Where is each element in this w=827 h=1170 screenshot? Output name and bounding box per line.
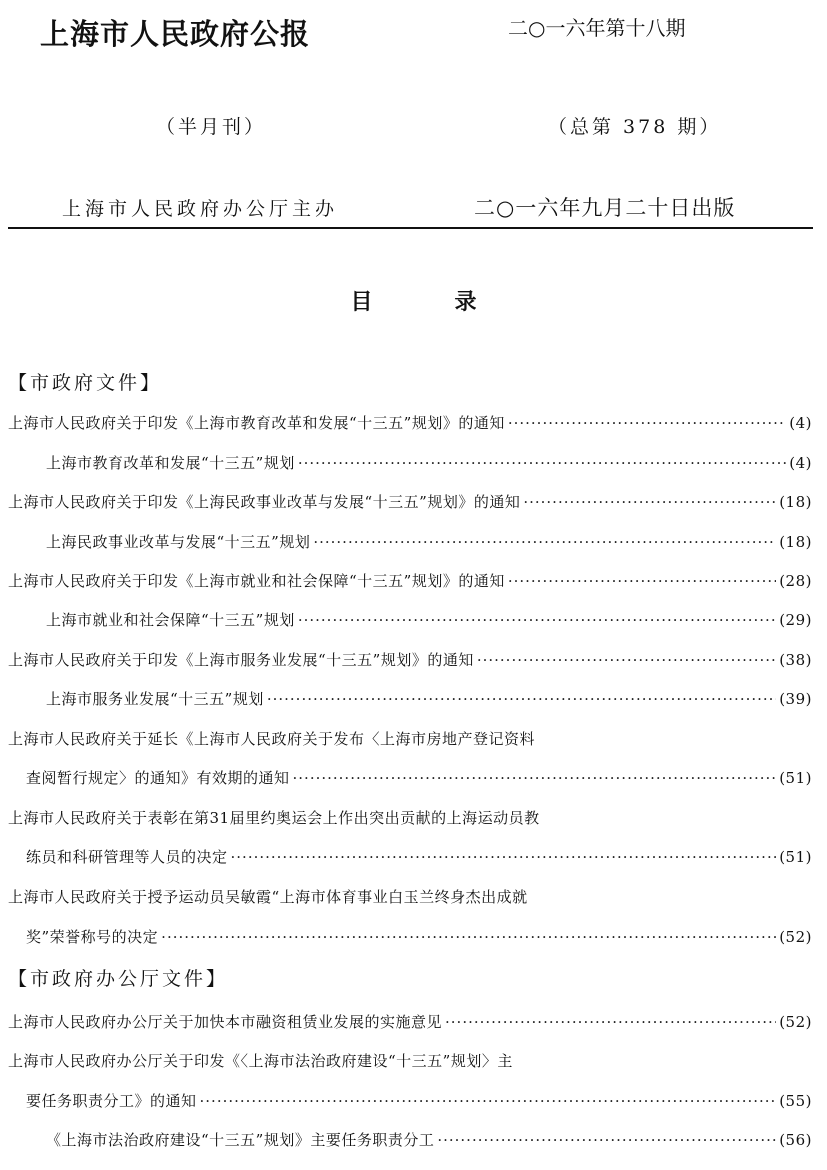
- toc-entry-title: 要任务职责分工》的通知: [26, 1092, 197, 1110]
- toc-entry-title: 上海市教育改革和发展“十三五”规划: [46, 454, 295, 472]
- toc-entry-title: 上海市人民政府关于印发《上海市服务业发展“十三五”规划》的通知: [8, 651, 474, 669]
- toc-entry[interactable]: [46, 1130, 812, 1150]
- toc-heading: [0, 285, 827, 316]
- dot-leader: [200, 1091, 777, 1111]
- toc-entry-title-line1[interactable]: 上海市人民政府关于延长《上海市人民政府关于发布〈上海市房地产登记资料: [8, 730, 536, 748]
- dot-leader: [231, 847, 777, 867]
- dot-leader: [267, 689, 776, 709]
- dot-leader: [313, 532, 776, 552]
- dot-leader: [298, 453, 786, 473]
- dot-leader: [477, 650, 776, 670]
- toc-entry-title: 奖”荣誉称号的决定: [26, 928, 159, 946]
- toc-entry[interactable]: [26, 927, 812, 947]
- toc-entry[interactable]: [46, 610, 812, 630]
- header-divider: [8, 227, 813, 229]
- toc-entry-title: 上海市人民政府关于印发《上海民政事业改革与发展“十三五”规划》的通知: [8, 493, 521, 511]
- toc-entry-title: 上海市人民政府关于印发《上海市就业和社会保障“十三五”规划》的通知: [8, 572, 505, 590]
- gazette-title: 上海市人民政府公报: [40, 17, 311, 51]
- dot-leader: [523, 492, 776, 512]
- toc-heading-char-1: 目: [350, 289, 373, 315]
- dot-leader: [445, 1012, 776, 1032]
- toc-entry[interactable]: [46, 532, 812, 552]
- toc-entry[interactable]: [46, 689, 812, 709]
- toc-entry[interactable]: [8, 413, 812, 433]
- toc-entry-page: (39): [779, 690, 812, 708]
- publication-date: 二○一六年九月二十日出版: [474, 196, 736, 220]
- toc-entry-page: (51): [779, 769, 812, 787]
- toc-entry-title: 上海民政事业改革与发展“十三五”规划: [46, 533, 311, 551]
- total-issue-number: （总第 378 期）: [548, 116, 722, 138]
- toc-entry-page: (29): [779, 611, 812, 629]
- toc-entry-page: (51): [779, 848, 812, 866]
- toc-entry-page: (52): [779, 1013, 812, 1031]
- dot-leader: [508, 413, 786, 433]
- dot-leader: [508, 571, 776, 591]
- toc-entry[interactable]: [26, 1091, 812, 1111]
- toc-entry[interactable]: [26, 847, 812, 867]
- toc-entry[interactable]: [26, 768, 812, 788]
- issue-number: 二○一六年第十八期: [508, 16, 686, 40]
- toc-entry-page: (18): [779, 533, 812, 551]
- section-heading-municipal-government: 【市政府文件】: [8, 372, 163, 394]
- toc-entry-title-line1[interactable]: 上海市人民政府关于授予运动员吴敏霞“上海市体育事业白玉兰终身杰出成就: [8, 888, 528, 906]
- toc-entry-page: (56): [779, 1131, 812, 1149]
- toc-entry-title: 上海市人民政府关于印发《上海市教育改革和发展“十三五”规划》的通知: [8, 414, 505, 432]
- toc-heading-char-2: 录: [454, 289, 477, 315]
- toc-entry-title-line1[interactable]: 上海市人民政府办公厅关于印发《〈上海市法治政府建设“十三五”规划〉主: [8, 1052, 513, 1070]
- toc-entry-title: 《上海市法治政府建设“十三五”规划》主要任务职责分工: [46, 1131, 435, 1149]
- toc-entry-title-line1[interactable]: 上海市人民政府关于表彰在第31届里约奥运会上作出突出贡献的上海运动员教: [8, 809, 540, 827]
- toc-entry-title: 上海市就业和社会保障“十三五”规划: [46, 611, 295, 629]
- publication-frequency: （半月刊）: [156, 116, 267, 138]
- toc-entry-title: 查阅暂行规定〉的通知》有效期的通知: [26, 769, 290, 787]
- toc-entry-title: 练员和科研管理等人员的决定: [26, 848, 228, 866]
- toc-entry-page: (28): [779, 572, 812, 590]
- toc-entry-page: (38): [779, 651, 812, 669]
- section-heading-general-office: 【市政府办公厅文件】: [8, 968, 229, 990]
- toc-entry-page: (4): [789, 454, 812, 472]
- toc-entry-page: (18): [779, 493, 812, 511]
- toc-entry-page: (4): [789, 414, 812, 432]
- toc-entry[interactable]: [8, 492, 812, 512]
- dot-leader: [161, 927, 776, 947]
- sponsor-line: 上海市人民政府办公厅主办: [62, 198, 339, 220]
- toc-entry-title: 上海市人民政府办公厅关于加快本市融资租赁业发展的实施意见: [8, 1013, 443, 1031]
- dot-leader: [437, 1130, 776, 1150]
- toc-entry-page: (55): [779, 1092, 812, 1110]
- toc-entry-page: (52): [779, 928, 812, 946]
- toc-entry[interactable]: [8, 571, 812, 591]
- dot-leader: [298, 610, 776, 630]
- dot-leader: [293, 768, 777, 788]
- toc-entry[interactable]: [46, 453, 812, 473]
- toc-entry[interactable]: [8, 650, 812, 670]
- toc-entry-title: 上海市服务业发展“十三五”规划: [46, 690, 264, 708]
- toc-entry[interactable]: [8, 1012, 812, 1032]
